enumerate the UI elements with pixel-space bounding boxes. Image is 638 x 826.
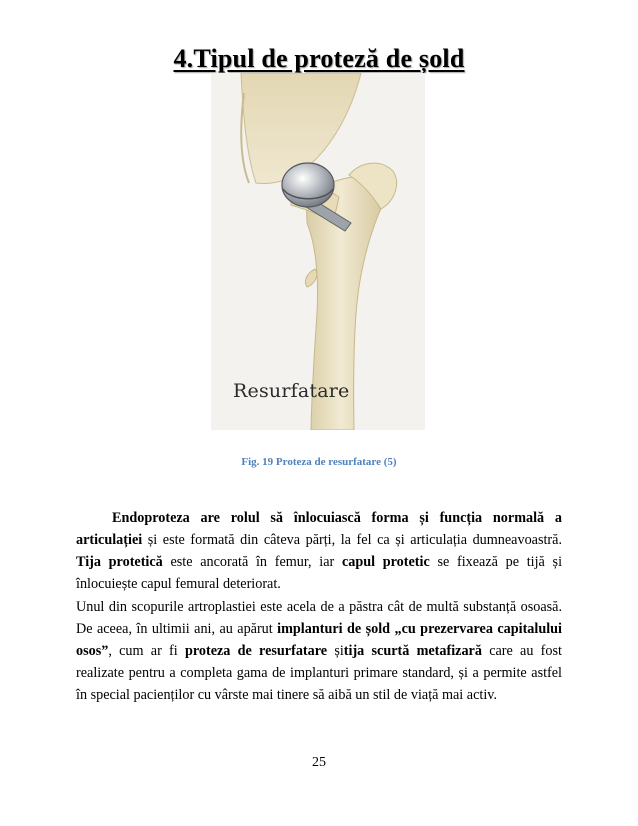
page-number: 25 [312, 755, 326, 770]
bold-stem-term: Tija protetică [76, 554, 163, 570]
bold-implants-term: implanturi de șold „cu prezervarea capitalului osos” [76, 621, 562, 659]
figure-caption: Fig. 19 Proteza de resurfatare (5) [241, 456, 397, 468]
page-title: 4.Tipul de proteză de șold [173, 44, 465, 73]
hip-prosthesis-figure [211, 73, 425, 430]
resurfacing-prosthesis-illustration [211, 73, 425, 430]
bold-resurfacing-term: proteza de resurfatare [184, 643, 328, 659]
bold-head-term: capul protetic [341, 554, 430, 570]
bold-short-stem-term: tija scurtă metafizară [343, 643, 482, 659]
paragraph1-bold-intro: Endoproteza are rolul să înlocuiască forma și funcția normală a articulației [76, 510, 562, 548]
paragraph-endoprosthesis: Endoproteza are rolul să înlocuiască forma și funcția normală a articulației și este formată din câteva părți, la fel ca și articulația dumneavoastră. Tija protetică este ancorată în femur, iar capul protetic se fixează pe tijă și înlocuiește capul femural deteriorat. [76, 510, 563, 592]
paragraph-bone-preservation: Unul din scopurile artroplastiei este acela de a păstra cât de multă substanță osoasă. De aceea, în ultimii ani, au apărut implanturi de șold „cu prezervarea capitalului osos”, cum ar fi proteza de resurfatare șitija scurtă metafizară care au fost realizate pentru a completa gama de implanturi primare standard, și a permite astfel în special pacienților cu vârste mai tinere să aibă un stil de viață mai activ. [76, 599, 562, 703]
figure-image-label: Resurfatare [233, 380, 350, 402]
